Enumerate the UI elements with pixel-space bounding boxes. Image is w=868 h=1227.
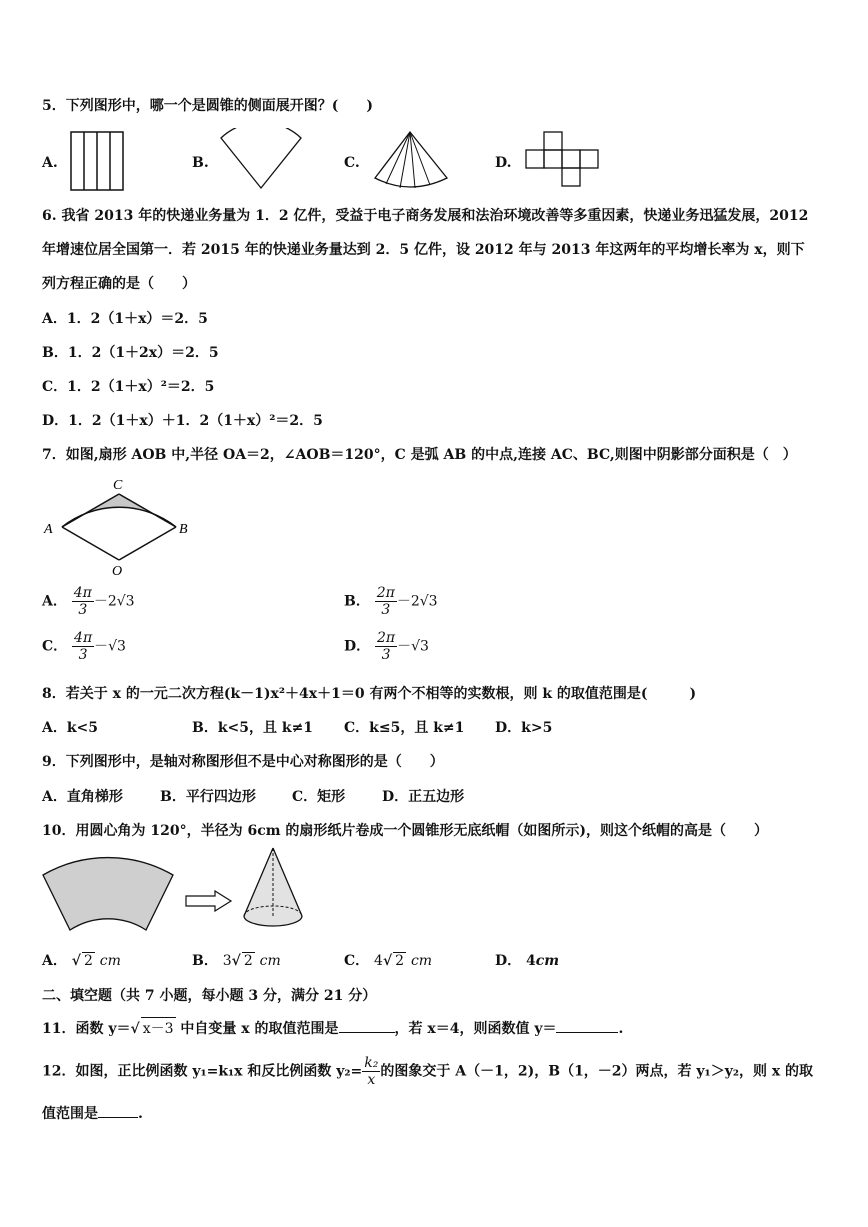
q10-option-d: D． 4cm (495, 953, 560, 969)
q7-option-a: A． $\frac{4\pi}{3}$ －2√3 (42, 585, 135, 619)
q7-option-c: C． $\frac{4\pi}{3}$ －√3 (42, 630, 126, 664)
q7-option-b-fraction: $\frac{2\pi}{3}$ (376, 585, 395, 619)
q5-option-c-figure (372, 130, 452, 192)
q10-arrow-icon (185, 890, 233, 912)
q9-option-d: D．正五边形 (382, 789, 465, 805)
q7-label-c: C (113, 478, 123, 493)
q5-option-a-label: A. (42, 155, 58, 171)
q10-sector-figure (38, 850, 178, 935)
q11-blank-1[interactable] (339, 1032, 395, 1033)
q6-option-a: A．1．2（1＋x）＝2．5 (42, 311, 208, 327)
q9-option-a: A．直角梯形 (42, 789, 123, 805)
q7-sector-figure (40, 475, 200, 580)
q8-option-d: D．k>5 (495, 720, 553, 736)
q7-label-a: A (44, 522, 53, 537)
q6-option-d: D．1．2（1＋x）＋1．2（1＋x）²＝2．5 (42, 413, 323, 429)
q8-option-c: C．k≤5，且 k≠1 (344, 720, 465, 736)
q10-text: 10．用圆心角为 120°，半径为 6cm 的扇形纸片卷成一个圆锥形无底纸帽（如图所示)，则这个纸帽的高是（ ） (42, 823, 769, 839)
q6-line-3: 列方程正确的是（ ） (42, 276, 196, 292)
q8-option-b: B．k<5，且 k≠1 (192, 720, 314, 736)
q6-option-c: C．1．2（1＋x）²＝2．5 (42, 379, 215, 395)
q8-text: 8．若关于 x 的一元二次方程(k－1)x²＋4x＋1＝0 有两个不相等的实数根，则 k 的取值范围是( ) (42, 686, 697, 702)
q9-option-b: B．平行四边形 (160, 789, 256, 805)
q12-line-2: 值范围是 . (42, 1106, 143, 1122)
q7-label-o: O (112, 564, 123, 579)
q10-option-b: B． 3√ 2 cm (192, 953, 281, 969)
q5-option-c-label: C. (344, 155, 360, 171)
q7-option-d: D． $\frac{2\pi}{3}$ －√3 (344, 630, 429, 664)
q9-text: 9．下列图形中，是轴对称图形但不是中心对称图形的是（ ） (42, 754, 444, 770)
q5-option-d-label: D. (495, 155, 512, 171)
q11-radicand: x－3 (141, 1017, 176, 1038)
q10-option-a: A． √ 2 cm (42, 953, 121, 969)
q12-fraction: $\frac{\text{k₂}}{x}$ (364, 1055, 379, 1089)
q9-option-c: C．矩形 (292, 789, 346, 805)
q11-text: 11．函数 y＝√ x－3 中自变量 x 的取值范围是 ，若 x＝4，则函数值 y＝ . (42, 1017, 623, 1038)
q7-label-b: B (179, 522, 188, 537)
q6-line-1: 6. 我省 2013 年的快递业务量为 1．2 亿件，受益于电子商务发展和法治环境改善等多重因素，快递业务迅猛发展，2012 (42, 208, 809, 224)
q11-blank-2[interactable] (556, 1032, 618, 1033)
q6-option-b: B．1．2（1＋2x）＝2．5 (42, 345, 219, 361)
q10-cone-figure (238, 845, 308, 935)
q5-option-b-label: B. (192, 155, 209, 171)
q5-option-d-figure (525, 131, 605, 191)
q12-blank[interactable] (98, 1117, 138, 1118)
q5-option-a-figure (70, 131, 126, 193)
q5-text: 5．下列图形中，哪一个是圆锥的侧面展开图？( ) (42, 98, 373, 114)
q7-option-d-fraction: $\frac{2\pi}{3}$ (377, 630, 396, 664)
q10-option-c: C． 4√ 2 cm (344, 953, 433, 969)
q5-option-b-figure (218, 128, 304, 192)
q8-option-a: A．k<5 (42, 720, 99, 736)
section-2-title: 二、填空题（共 7 小题，每小题 3 分，满分 21 分） (42, 988, 377, 1004)
q7-option-c-fraction: $\frac{4\pi}{3}$ (74, 630, 93, 664)
q7-text: 7．如图,扇形 AOB 中,半径 OA＝2，∠AOB＝120°，C 是弧 AB 的中点,连接 AC、BC,则图中阴影部分面积是（ ） (42, 447, 797, 463)
q12-line-1: 12．如图，正比例函数 y₁=k₁x 和反比例函数 y₂= $\frac{\text{k₂}}{x}$ 的图象交于 A（－1，2)，B（1，－2）两点，若 y₁＞y₂，则 x 的取 (42, 1055, 814, 1089)
q6-line-2: 年增速位居全国第一．若 2015 年的快递业务量达到 2．5 亿件，设 2012 年与 2013 年这两年的平均增长率为 x，则下 (42, 242, 805, 258)
q7-option-a-fraction: $\frac{4\pi}{3}$ (73, 585, 92, 619)
q7-option-b: B． $\frac{2\pi}{3}$ －2√3 (344, 585, 438, 619)
